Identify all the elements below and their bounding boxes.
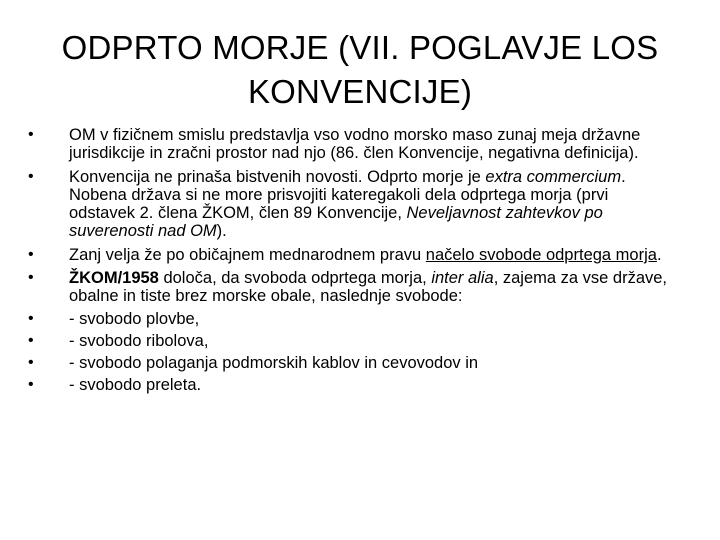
bullet-customary-law xyxy=(28,246,678,264)
bullet-freedom-overflight: • - svobodo preleta. xyxy=(28,376,678,394)
bullet-definition-text: OM v fizičnem smislu predstavlja vso vodno morsko maso zunaj meja državne jurisdikcije in zračni prostor nad njo (86. člen Konvencije, negativna definicija). xyxy=(69,126,641,162)
bullet-list xyxy=(28,126,678,398)
bullet-freedom-cables: • - svobodo polaganja podmorskih kablov in cevovodov in xyxy=(28,354,678,372)
bullet-convention xyxy=(28,168,678,240)
bullet-freedom-fishing: • - svobodo ribolova, xyxy=(28,332,678,350)
bullet-customary-law-text-1: Zanj velja že po običajnem mednarodnem pravu xyxy=(69,246,426,264)
bullet-convention-italic-1: extra commercium xyxy=(485,168,622,186)
bullet-zkom-text-2: , zajema za vse države, obalne in tiste brez morske obale, naslednje svobode: xyxy=(69,269,668,305)
slide-title xyxy=(20,26,700,114)
bullet-convention-italic-2: Neveljavnost zahtevkov po suverenosti nad OM xyxy=(69,204,603,240)
bullet-zkom-bold: ŽKOM/1958 xyxy=(69,269,159,287)
freedom-principle-link[interactable]: načelo svobode odprtega morja xyxy=(425,246,657,264)
slide-title-line-2: KONVENCIJE) xyxy=(247,73,473,110)
bullet-freedom-navigation: • - svobodo plovbe, xyxy=(28,310,678,328)
slide-title-line-1: ODPRTO MORJE (VII. POGLAVJE LOS xyxy=(61,29,659,66)
bullet-convention-text-1: Konvencija ne prinaša bistvenih novosti. Odprto morje je xyxy=(69,168,486,186)
bullet-zkom xyxy=(28,269,678,305)
bullet-zkom-text-1: določa, da svoboda odprtega morja, xyxy=(158,269,432,287)
bullet-convention-text-3: ). xyxy=(216,222,227,240)
bullet-convention-text-2: . Nobena država si ne more prisvojiti kateregakoli dela odprtega morja (prvi odstavek 2. člena ŽKOM, člen 89 Konvencije, xyxy=(69,168,626,222)
bullet-customary-law-text-2: . xyxy=(656,246,662,264)
bullet-zkom-italic: inter alia xyxy=(431,269,494,287)
bullet-definition xyxy=(28,126,678,162)
